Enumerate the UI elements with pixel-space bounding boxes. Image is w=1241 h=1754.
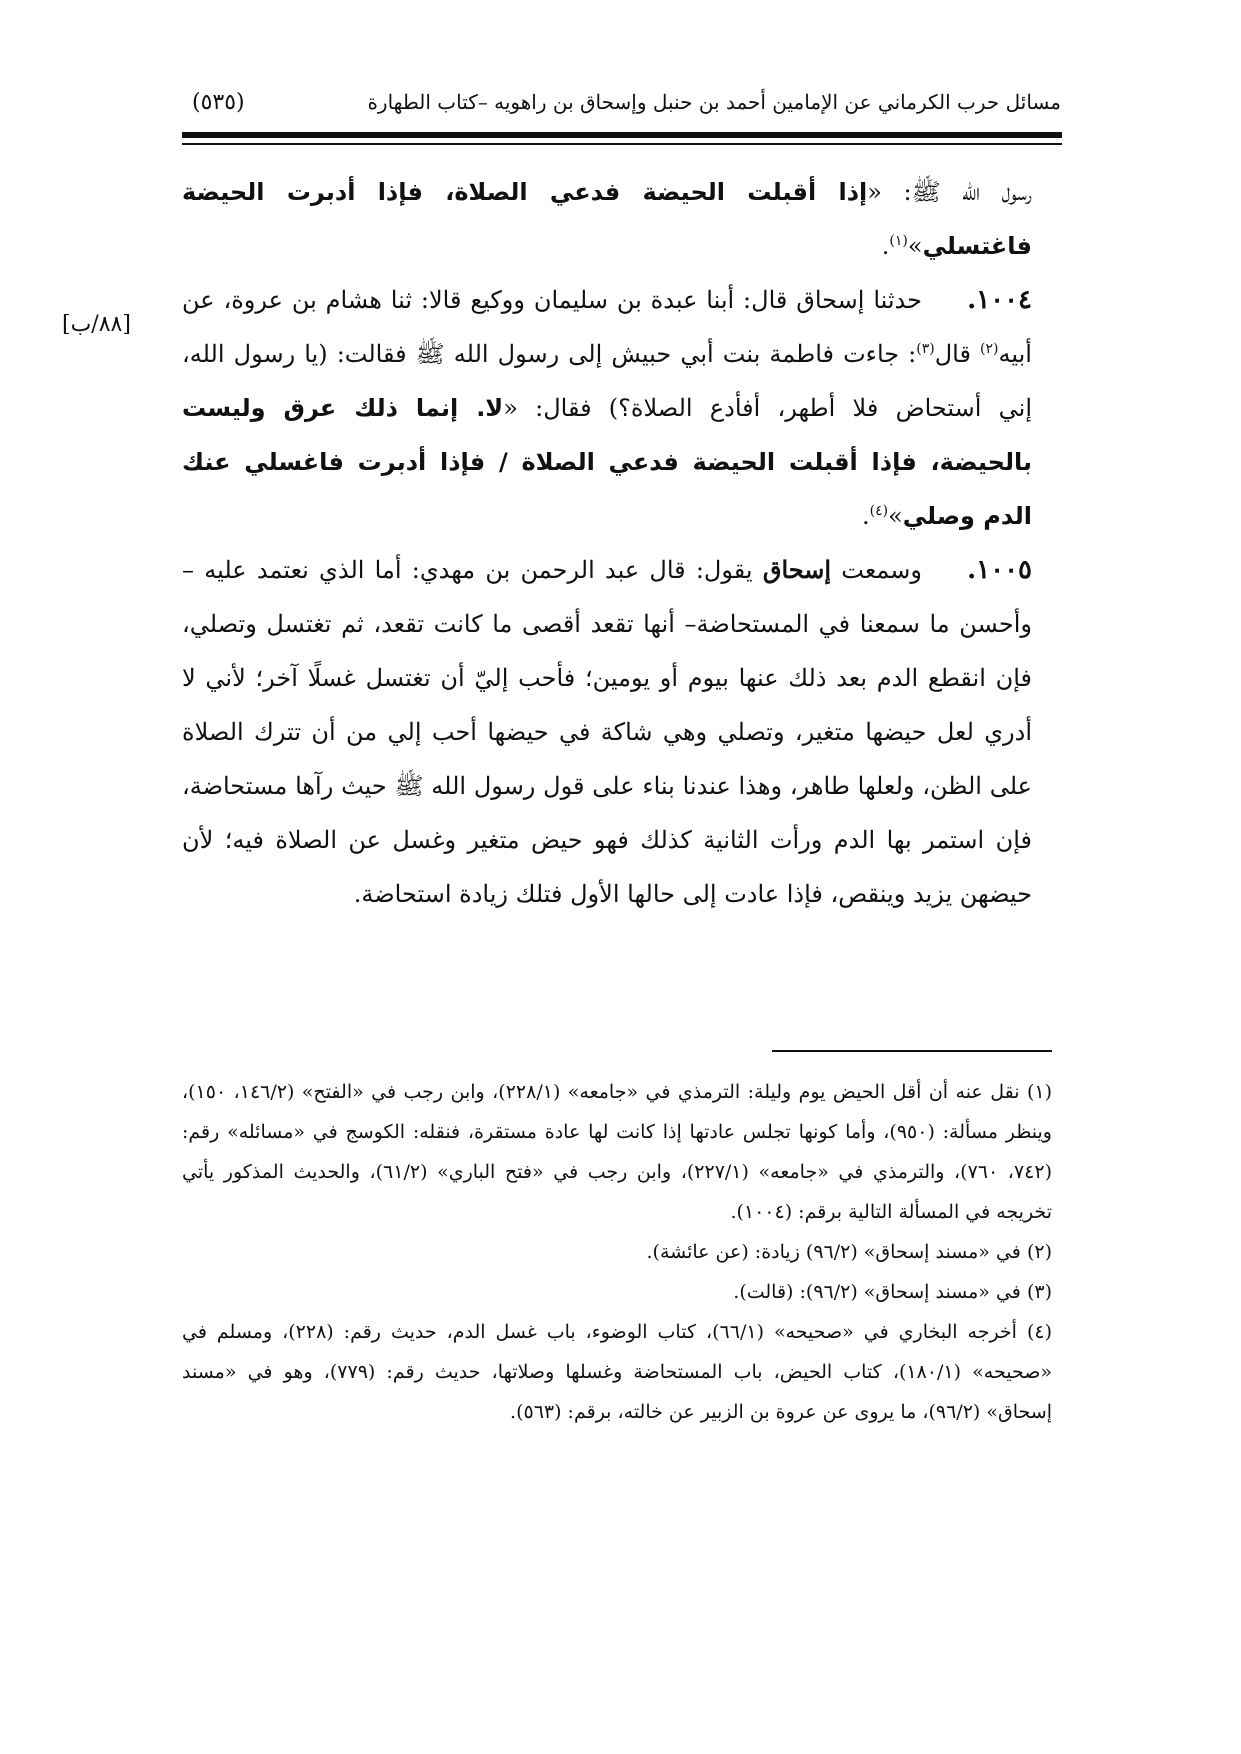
running-header [180, 84, 1061, 120]
narrator-name: إسحاق [762, 555, 832, 584]
footnote-mark: (٣) [1026, 1281, 1052, 1303]
hadith-text: لا. إنما ذلك عرق وليست بالحيضة، فإذا أقبلت الحيضة فدعي الصلاة / فإذا أدبرت فاغسلي عنك الدم وصلي [182, 394, 1032, 530]
header-rule-thin [182, 143, 1062, 145]
issue-number: ١٠٠٥. [967, 555, 1032, 585]
main-text [182, 165, 1032, 921]
footnote-ref-3[interactable]: (٣) [916, 341, 935, 357]
paragraph-continuation [182, 165, 1032, 273]
footnote-4 [182, 1312, 1052, 1432]
footnote-ref-4[interactable]: (٤) [869, 503, 889, 519]
footnote-mark: (٤) [1026, 1321, 1053, 1343]
text-run: وسمعت [831, 556, 922, 584]
text-run: . [881, 232, 890, 260]
footnote-3 [182, 1272, 1052, 1312]
footnote-ref-1[interactable]: (١) [889, 233, 908, 249]
text-run: رسول الله ﷺ: « [867, 178, 1032, 206]
text-run: حدثنا إسحاق قال: أبنا عبدة بن سليمان ووكيع قالا: ثنا هشام بن عروة، عن أبيه [182, 286, 1032, 368]
text-run: قال [934, 340, 981, 368]
running-title: مسائل حرب الكرماني عن الإمامين أحمد بن حنبل وإسحاق بن راهويه –كتاب الطهارة [367, 90, 1061, 114]
footnote-1 [182, 1072, 1052, 1232]
footnotes [182, 1072, 1052, 1432]
text-run: : جاءت فاطمة بنت أبي حبيش إلى رسول الله ﷺ فقالت: (يا رسول الله، إني أستحاض فلا أطهر، أفأدع الصلاة؟) فقال: « [182, 340, 1033, 422]
footnote-2 [182, 1232, 1052, 1272]
hadith-text: إذا أقبلت الحيضة فدعي الصلاة، فإذا أدبرت الحيضة فاغتسلي [182, 178, 1032, 260]
footnote-ref-2[interactable]: (٢) [980, 341, 999, 357]
issue-number: ١٠٠٤. [967, 285, 1032, 315]
footnote-separator [772, 1050, 1052, 1052]
footnote-text: أخرجه البخاري في «صحيحه» (٦٦/١)، كتاب الوضوء، باب غسل الدم، حديث رقم: (٢٢٨)، ومسلم في «صحيحه» (١٨٠/١)، كتاب الحيض، باب المستحاضة وغسلها وصلاتها، حديث رقم: (٧٧٩)، وهو في «مسند إسحاق» (٩٦/٢)، ما يروى عن عروة بن الزبير عن خالته، برقم: (٥٦٣). [182, 1321, 1052, 1423]
footnote-text: في «مسند إسحاق» (٩٦/٢): (قالت). [733, 1281, 1021, 1303]
footnote-text: في «مسند إسحاق» (٩٦/٢) زيادة: (عن عائشة). [646, 1241, 1021, 1263]
footnote-text: نقل عنه أن أقل الحيض يوم وليلة: الترمذي في «جامعه» (٢٢٨/١)، وابن رجب في «الفتح» (١٤٦/٢، ١٥٠)، وينظر مسألة: (٩٥٠)، وأما كونها تجلس عادتها إذا كانت لها عادة مستقرة، فنقله: الكوسج في «مسائله» رقم: (٧٤٢، ٧٦٠)، والترمذي في «جامعه» (٢٢٧/١)، وابن رجب في «فتح الباري» (٦١/٢)، والحديث المذكور يأتي تخريجه في المسألة التالية برقم: (١٠٠٤). [182, 1081, 1052, 1223]
text-run: . [861, 502, 870, 530]
text-run: » [888, 502, 903, 530]
footnote-mark: (١) [1026, 1081, 1052, 1103]
text-run: » [907, 232, 923, 260]
margin-folio-note: [٨٨/ب] [62, 312, 131, 337]
footnote-mark: (٢) [1026, 1241, 1052, 1263]
text-run: يقول: قال عبد الرحمن بن مهدي: أما الذي نعتمد عليه – وأحسن ما سمعنا في المستحاضة– أنها تقعد أقصى ما كانت تقعد، ثم تغتسل وتصلي، فإن انقطع الدم بعد ذلك عنها بيوم أو يومين؛ فأحب إليّ أن تغتسل غسلًا آخر؛ لأني لا أدري لعل حيضها متغير، وتصلي وهي شاكة في حيضها أحب إلي من أن تترك الصلاة على الظن، ولعلها طاهر، وهذا عندنا بناء على قول رسول الله ﷺ حيث رآها مستحاضة، فإن استمر بها الدم ورأت الثانية كذلك فهو حيض متغير وغسل عن الصلاة فيه؛ لأن حيضهن يزيد وينقص، فإذا عادت إلى حالها الأول فتلك زيادة استحاضة. [182, 556, 1033, 908]
paragraph-1005 [182, 543, 1032, 921]
paragraph-1004 [182, 273, 1032, 543]
page-number: (٥٣٥) [192, 89, 245, 115]
header-rule-thick [182, 132, 1062, 138]
